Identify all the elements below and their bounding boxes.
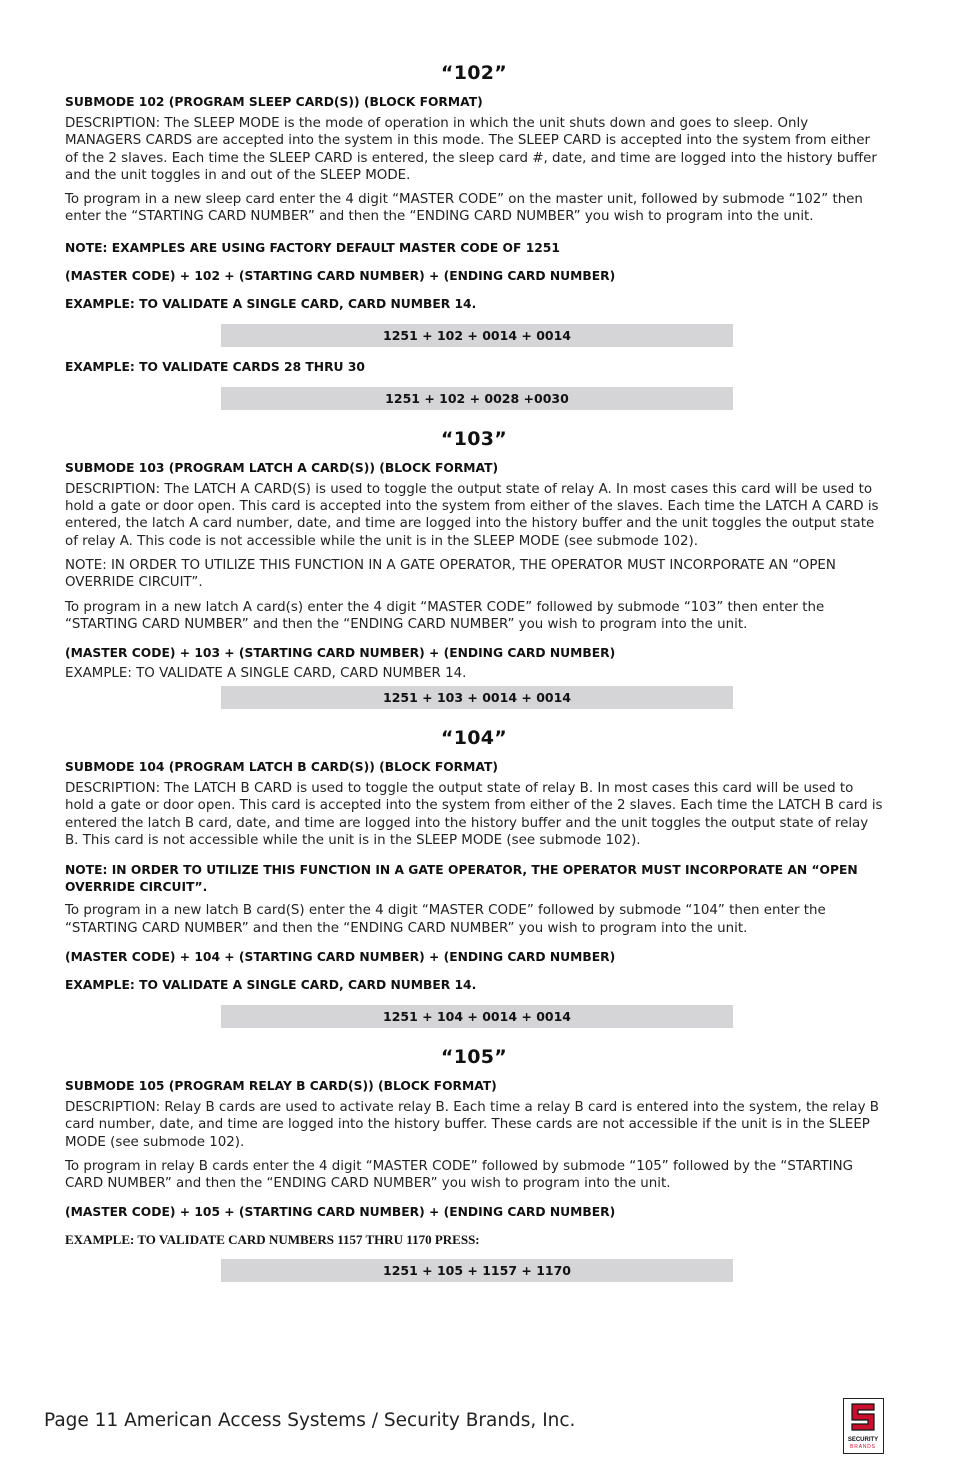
- program-instructions: To program in relay B cards enter the 4 digit “MASTER CODE” followed by submode “105” followed by the “STARTING CARD NUMBER” and then the “ENDING CARD NUMBER” you wish to program into the unit.: [65, 1158, 853, 1192]
- example-text: EXAMPLE: TO VALIDATE A SINGLE CARD, CARD NUMBER 14.: [65, 977, 477, 992]
- logo-text-security: SECURITY: [847, 1437, 879, 1443]
- description: DESCRIPTION: The SLEEP MODE is the mode of operation in which the unit shuts down and goes to sleep. Only MANAGERS CARDS are accepted into the system in this mode. The SLEEP CARD is accepted into the system from either of the 2 slaves. Each time the SLEEP CARD is entered, the sleep card #, date, and time are logged into the history buffer and the unit toggles in and out of the SLEEP MODE.: [65, 116, 877, 183]
- program-instructions: To program in a new latch A card(s) enter the 4 digit “MASTER CODE” followed by submode “103” then enter the “STARTING CARD NUMBER” and then the “ENDING CARD NUMBER” you wish to program into the unit.: [65, 599, 825, 632]
- section-103: [65, 428, 883, 709]
- submode-title: SUBMODE 104 (PROGRAM LATCH B CARD(S)) (BLOCK FORMAT): [65, 760, 498, 775]
- submode-title: SUBMODE 105 (PROGRAM RELAY B CARD(S)) (BLOCK FORMAT): [65, 1078, 497, 1093]
- note-text: NOTE: IN ORDER TO UTILIZE THIS FUNCTION IN A GATE OPERATOR, THE OPERATOR MUST INCORPORATE AN “OPEN OVERRIDE CIRCUIT”.: [65, 557, 836, 591]
- formula: (MASTER CODE) + 102 + (STARTING CARD NUMBER) + (ENDING CARD NUMBER): [65, 268, 616, 283]
- note: NOTE: IN ORDER TO UTILIZE THIS FUNCTION IN A GATE OPERATOR, THE OPERATOR MUST INCORPORATE AN “OPEN OVERRIDE CIRCUIT”.: [65, 863, 858, 895]
- main-content: [65, 62, 883, 1300]
- section-102: [65, 62, 883, 410]
- section-104: [65, 727, 883, 1028]
- example-text: EXAMPLE: TO VALIDATE A SINGLE CARD, CARD NUMBER 14.: [65, 296, 477, 311]
- code-example-bar: 1251 + 103 + 0014 + 0014: [221, 686, 733, 709]
- submode-title: SUBMODE 102 (PROGRAM SLEEP CARD(S)) (BLOCK FORMAT): [65, 95, 483, 109]
- security-brands-logo-icon: [844, 1399, 882, 1452]
- submode-title: SUBMODE 103 (PROGRAM LATCH A CARD(S)) (BLOCK FORMAT): [65, 460, 499, 475]
- program-instructions: To program in a new sleep card enter the 4 digit “MASTER CODE” on the master unit, followed by submode “102” then enter the “STARTING CARD NUMBER” and then the “ENDING CARD NUMBER” you wish to program into the unit.: [65, 192, 863, 225]
- formula: (MASTER CODE) + 105 + (STARTING CARD NUMBER) + (ENDING CARD NUMBER): [65, 1205, 616, 1220]
- code-example-bar: 1251 + 102 + 0014 + 0014: [221, 324, 733, 347]
- logo-text-brands: BRANDS: [850, 1444, 876, 1450]
- example-text: EXAMPLE: TO VALIDATE A SINGLE CARD, CARD NUMBER 14.: [65, 666, 467, 682]
- program-instructions: To program in a new latch B card(S) enter the 4 digit “MASTER CODE” followed by submode “104” then enter the “STARTING CARD NUMBER” and then the “ENDING CARD NUMBER” you wish to program into the unit.: [65, 903, 826, 936]
- section-heading: “103”: [440, 427, 508, 450]
- code-example-bar: 1251 + 102 + 0028 +0030: [221, 387, 733, 410]
- code-example-bar: 1251 + 105 + 1157 + 1170: [221, 1259, 733, 1282]
- section-heading: “105”: [440, 1045, 508, 1068]
- formula: (MASTER CODE) + 104 + (STARTING CARD NUMBER) + (ENDING CARD NUMBER): [65, 949, 616, 964]
- example-text: EXAMPLE: TO VALIDATE CARDS 28 THRU 30: [65, 359, 365, 374]
- security-brands-logo: [843, 1398, 884, 1454]
- description: DESCRIPTION: The LATCH B CARD is used to toggle the output state of relay B. In most cases this card will be used to hold a gate or door open. This card is accepted into the system from either of the 2 slaves. Each time the LATCH B card is entered the latch B card, date, and time are logged into the history buffer and the unit toggles the output state of relay B. This card is not accessible while the unit is in the SLEEP MODE (see submode 102).: [65, 781, 883, 849]
- description: DESCRIPTION: The LATCH A CARD(S) is used to toggle the output state of relay A. In most cases this card will be used to hold a gate or door open. This card is accepted into the system from either of the slaves. Each time the LATCH A CARD is entered, the latch A card number, date, and time are logged into the history buffer and the unit toggles the output state of relay A. This code is not accessible while the unit is in the SLEEP MODE (see submode 102).: [65, 481, 879, 549]
- page-footer: Page 11 American Access Systems / Security Brands, Inc.: [44, 1410, 576, 1431]
- section-105: [65, 1046, 883, 1282]
- section-heading: “102”: [440, 62, 508, 84]
- formula: (MASTER CODE) + 103 + (STARTING CARD NUMBER) + (ENDING CARD NUMBER): [65, 646, 616, 661]
- example-text: EXAMPLE: TO VALIDATE CARD NUMBERS 1157 THRU 1170 PRESS:: [65, 1232, 480, 1248]
- note: NOTE: EXAMPLES ARE USING FACTORY DEFAULT MASTER CODE OF 1251: [65, 240, 560, 255]
- code-example-bar: 1251 + 104 + 0014 + 0014: [221, 1005, 733, 1028]
- description: DESCRIPTION: Relay B cards are used to activate relay B. Each time a relay B card is entered into the system, the relay B card number, date, and time are logged into the history buffer. These cards are not accessible if the unit is in the SLEEP MODE (see submode 102).: [65, 1099, 879, 1150]
- section-heading: “104”: [440, 727, 508, 750]
